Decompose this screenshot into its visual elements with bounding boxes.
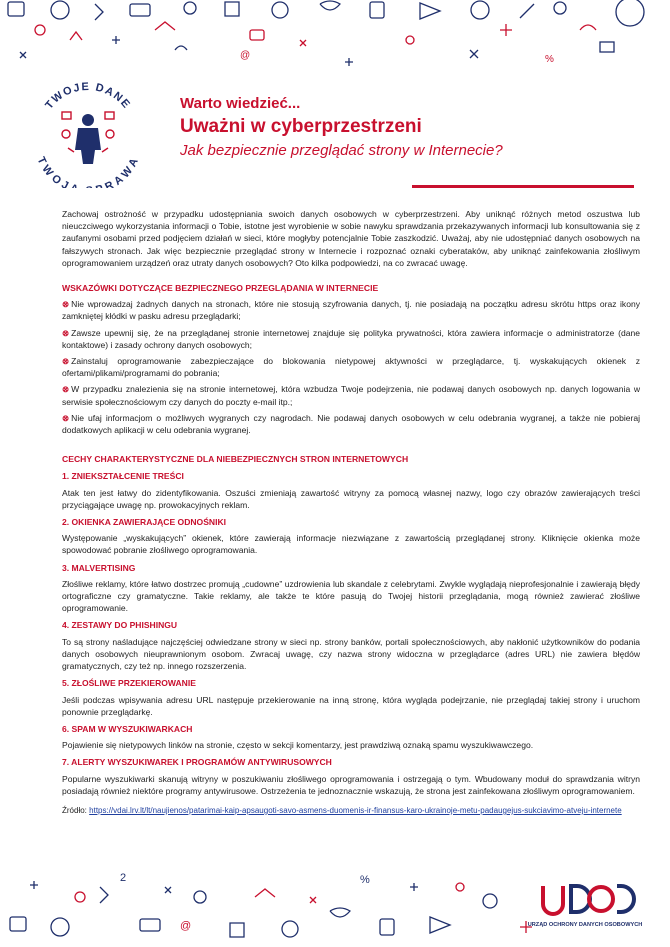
logo-top-text: TWOJE DANE	[43, 80, 133, 112]
feature-text: Atak ten jest łatwy do zidentyfikowania. Oszuści zmieniają zawartość witryny za pomocą własnej nazwy, logo czy obrazów zawierających treści przyciągające uwagę np. prowokacyjnych reklam.	[62, 487, 640, 510]
svg-text:@: @	[180, 920, 192, 932]
logo-bottom-text: TWOJ RAWA	[34, 155, 142, 188]
feature-heading: 4. ZESTAWY DO PHISHINGU	[62, 620, 178, 631]
source-label: Źródło:	[62, 805, 87, 815]
tip-item: ⊗ W przypadku znalezienia się na stronie internetowej, która wzbudza Twoje podejrzenia, nie podawaj danych osobowych np. danych logowania w serwisie społecznościowym czy danych do poczty e-mail itp.;	[62, 384, 640, 407]
header-kicker: Warto wiedzieć...	[180, 95, 301, 112]
svg-text:%: %	[545, 54, 554, 65]
x-circle-icon: ⊗	[62, 299, 70, 310]
feature-text: Występowanie „wyskakujących” okienek, które zawierają informacje niezwiązane z zawartością przeglądanej strony. Kliknięcie okienka może spowodować pobranie złośliwego oprogramowania.	[62, 533, 640, 556]
page-header	[180, 95, 640, 159]
feature-heading: 3. MALVERTISING	[62, 562, 136, 573]
x-circle-icon: ⊗	[62, 384, 70, 395]
feature-text: Jeśli podczas wpisywania adresu URL następuje przekierowanie na inną stronę, która wygląda podejrzanie, nie przeglądaj takiej strony i uruchom ponownie przeglądarkę.	[62, 694, 640, 717]
feature-text: Popularne wyszukiwarki skanują witryny w poszukiwaniu złośliwego oprogramowania i ostrzegają o tym. Wbudowany moduł do sprawdzania witryn posiadają również niektóre programy antywirusowe. Ostrzeżenia te jednoznacznie wskazują, że strona jest zainfekowana złośliwym oprogramowaniem.	[62, 773, 640, 796]
svg-text:%: %	[360, 874, 370, 886]
x-circle-icon: ⊗	[62, 412, 70, 423]
uodo-logo	[527, 880, 643, 932]
header-divider	[412, 185, 634, 188]
tip-item: ⊗ Nie ufaj informacjom o możliwych wygranych czy nagrodach. Nie podawaj danych osobowych w celu odebrania wygranej, a także nie pobieraj dodatkowych aplikacji w celu odebrania wygranej.	[62, 412, 640, 436]
document-body	[62, 208, 640, 824]
x-circle-icon: ⊗	[62, 356, 70, 367]
uodo-caption: URZĄD OCHRONY DANYCH OSOBOWYCH	[527, 922, 643, 928]
feature-text: Złośliwe reklamy, które łatwo dostrzec promują „cudowne” uzdrowienia lub skandale z celebrytami. Zwykle wyglądają nieprofesjonalnie i zawierają błędy ortograficzne czy gramatyczne. Takie reklamy, ale także te które pasują do Twojej historii przeglądania, mogą również zawierać złośliwe oprogramowanie.	[62, 578, 640, 614]
source-link[interactable]: https://vdai.lrv.lt/lt/naujienos/patarimai-kaip-apsaugoti-savo-asmens-duomenis-ir-finansus-karo-ukrainoje-metu-padaugejus-sukciavimo-atveju-internete	[89, 805, 622, 815]
twoje-dane-logo	[28, 78, 148, 188]
tip-item: ⊗ Zainstaluj oprogramowanie zabezpieczające do blokowania nietypowej aktywności w przeglądarce, tj. wyskakujących okienek z ofertami/plikami/programami do pobrania;	[62, 356, 640, 379]
feature-heading: 7. ALERTY WYSZUKIWAREK I PROGRAMÓW ANTYWIRUSOWYCH	[62, 757, 332, 768]
svg-text:@: @	[240, 50, 251, 61]
source-citation	[62, 805, 640, 816]
x-circle-icon: ⊗	[62, 327, 70, 338]
feature-heading: 1. ZNIEKSZTAŁCENIE TREŚCI	[62, 471, 184, 482]
tip-item: ⊗ Zawsze upewnij się, że na przeglądanej stronie internetowej znajduje się polityka prywatności, która zawiera informacje o administratorze (dane kontaktowe) i zasady ochrony danych osobowych;	[62, 327, 640, 350]
page-title: Uważni w cyberprzestrzeni	[180, 116, 422, 137]
feature-heading: 5. ZŁOŚLIWE PRZEKIEROWANIE	[62, 678, 196, 689]
feature-heading: 2. OKIENKA ZAWIERAJĄCE ODNOŚNIKI	[62, 517, 226, 528]
feature-text: To są strony naśladujące najczęściej odwiedzane strony w sieci np. strony banków, portali społecznościowych, aby nakłonić użytkowników do podania danych osobowych nieuprawnionym osobom. Zwracaj uwagę, czy nazwa strony widoczna w przeglądarce (adres URL) nie zawiera błędów gramatycznych, czy też np. innego rozszerzenia.	[62, 636, 640, 672]
svg-text:2: 2	[120, 872, 127, 884]
feature-heading: 6. SPAM W WYSZUKIWARKACH	[62, 723, 193, 734]
feature-text: Pojawienie się nietypowych linków na stronie, często w sekcji komentarzy, jest prawdziwą oznaką spamu wyszukiwawczego.	[62, 740, 534, 751]
page-subtitle: Jak bezpiecznie przeglądać strony w Internecie?	[180, 142, 503, 159]
tip-item: ⊗ Nie wprowadzaj żadnych danych na stronach, które nie stosują szyfrowania danych, tj. nie posiadają na początku adresu skrótu https oraz ikony zamkniętej kłódki w pasku adresu przeglądarki;	[62, 299, 640, 322]
features-section-title: CECHY CHARAKTERYSTYCZNE DLA NIEBEZPIECZNYCH STRON INTERNETOWYCH	[62, 454, 409, 465]
intro-paragraph: Zachowaj ostrożność w przypadku udostępniania swoich danych osobowych w cyberprzestrzeni. Aby uniknąć różnych metod oszustwa lub nieuczciwego wykorzystania informacji o Tobie, istotne jest wyrobienie w sobie nawyku sprawdzania przekazywanych informacji lub konsultowania się z zaufanymi osobami przed podjęciem działań w sieci, które mogłyby potencjalnie Tobie zaszkodzić. Uważaj, aby nie udostępniać danych osobowych na fałszywych stronach. Jak więc bezpiecznie przeglądać strony w Internecie i rozpoznać oznaki cyberataków, aby uniknąć zainfekowania złośliwym oprogramowaniem urządzeń oraz utraty danych osobowych? Oto kilka podpowiedzi, na co zwracać uwagę.	[62, 209, 640, 268]
svg-text:TWOJE DANE	[43, 81, 133, 112]
top-doodle-border	[0, 0, 670, 80]
tips-section-title: WSKAZÓWKI DOTYCZĄCE BEZPIECZNEGO PRZEGLĄDANIA W INTERNECIE	[62, 283, 379, 294]
